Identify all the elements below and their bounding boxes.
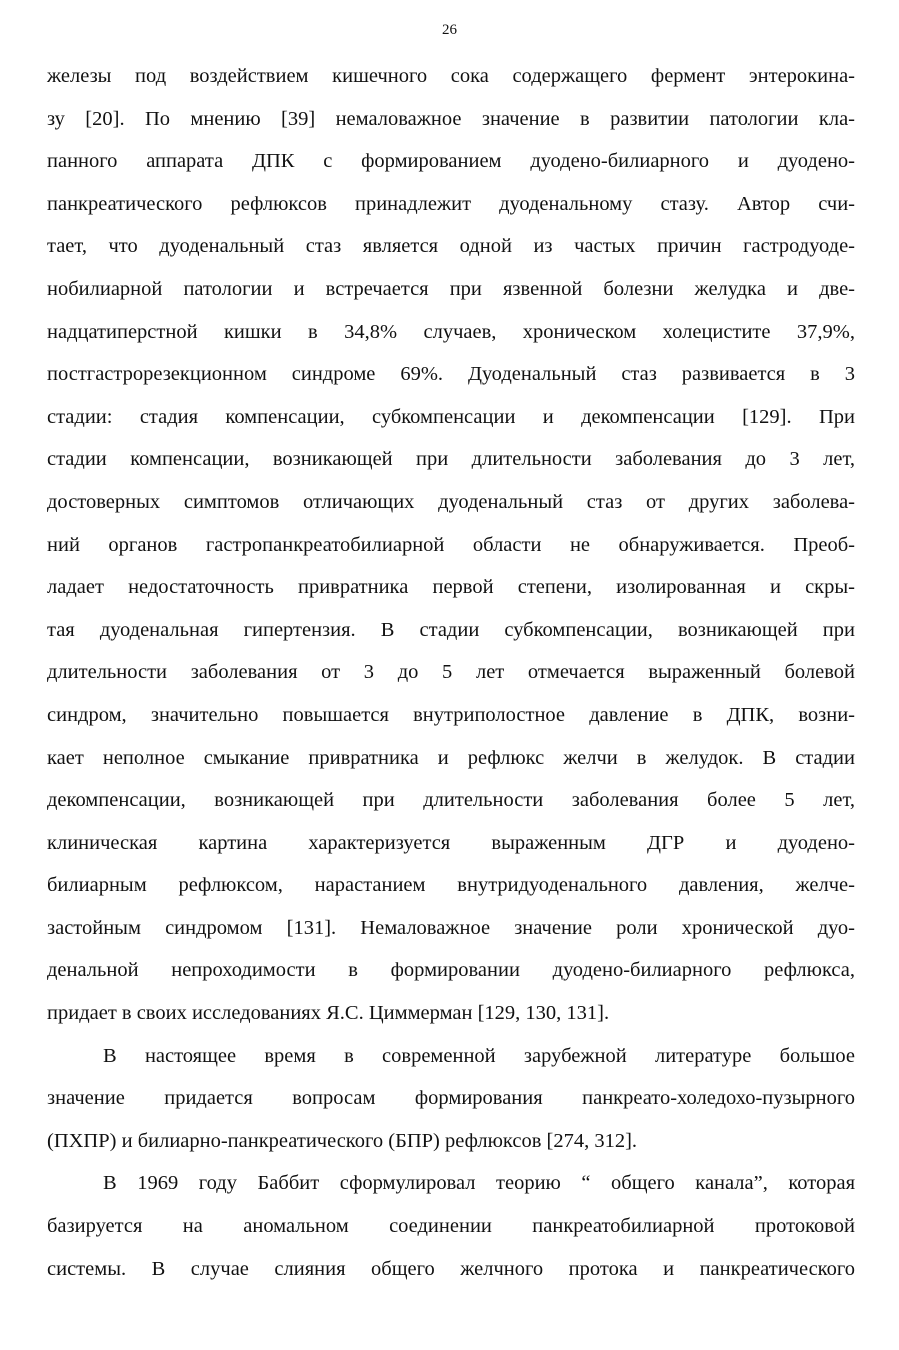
text-line: В 1969 году Баббит сформулировал теорию “ общего канала”, которая [103,1172,855,1195]
text-line: тает, что дуоденальный стаз является одной из частых причин гастродуоде- [47,235,855,258]
text-line: кает неполное смыкание привратника и рефлюкс желчи в желудок. В стадии [47,746,855,769]
text-line: В настоящее время в современной зарубежной литературе большое [103,1044,855,1067]
text-line: достоверных симптомов отличающих дуоденальный стаз от других заболева- [47,490,855,513]
text-line: постгастрорезекционном синдроме 69%. Дуоденальный стаз развивается в 3 [47,363,855,386]
text-line: зу [20]. По мнению [39] немаловажное значение в развитии патологии кла- [47,107,855,130]
text-line: стадии: стадия компенсации, субкомпенсации и декомпенсации [129]. При [47,405,855,428]
text-line: панкреатического рефлюксов принадлежит дуоденальному стазу. Автор счи- [47,192,855,215]
text-line: билиарным рефлюксом, нарастанием внутридуоденального давления, желче- [47,874,855,897]
body-text [47,55,855,1290]
text-line: денальной непроходимости в формировании дуодено-билиарного рефлюкса, [47,959,855,982]
text-line: застойным синдромом [131]. Немаловажное значение роли хронической дуо- [47,916,855,939]
text-line: ладает недостаточность привратника первой степени, изолированная и скры- [47,576,855,599]
text-line: базируется на аномальном соединении панкреатобилиарной протоковой [47,1215,855,1238]
text-line: клиническая картина характеризуется выраженным ДГР и дуодено- [47,831,855,854]
page-number: 26 [442,22,457,38]
text-line: панного аппарата ДПК с формированием дуодено-билиарного и дуодено- [47,150,855,173]
paragraph-1 [47,55,855,1035]
text-line: синдром, значительно повышается внутриполостное давление в ДПК, возни- [47,703,855,726]
text-line: системы. В случае слияния общего желчного протока и панкреатического [47,1257,855,1280]
text-line: тая дуоденальная гипертензия. В стадии субкомпенсации, возникающей при [47,618,855,641]
text-line: длительности заболевания от 3 до 5 лет отмечается выраженный болевой [47,661,855,684]
text-line: железы под воздействием кишечного сока содержащего фермент энтерокина- [47,65,855,87]
text-line: декомпенсации, возникающей при длительности заболевания более 5 лет, [47,789,855,812]
text-line: нобилиарной патологии и встречается при язвенной болезни желудка и две- [47,277,855,300]
text-line: (ПХПР) и билиарно-панкреатического (БПР) рефлюксов [274, 312]. [47,1129,638,1152]
text-line: надцатиперстной кишки в 34,8% случаев, хроническом холецистите 37,9%, [47,320,855,343]
paragraph-2 [47,1035,855,1163]
text-line: придает в своих исследованиях Я.С. Циммерман [129, 130, 131]. [47,1002,610,1025]
paragraph-3 [47,1162,855,1290]
text-line: ний органов гастропанкреатобилиарной области не обнаруживается. Преоб- [47,533,855,556]
text-line: значение придается вопросам формирования панкреато-холедохо-пузырного [47,1087,855,1110]
text-line: стадии компенсации, возникающей при длительности заболевания до 3 лет, [47,448,855,471]
